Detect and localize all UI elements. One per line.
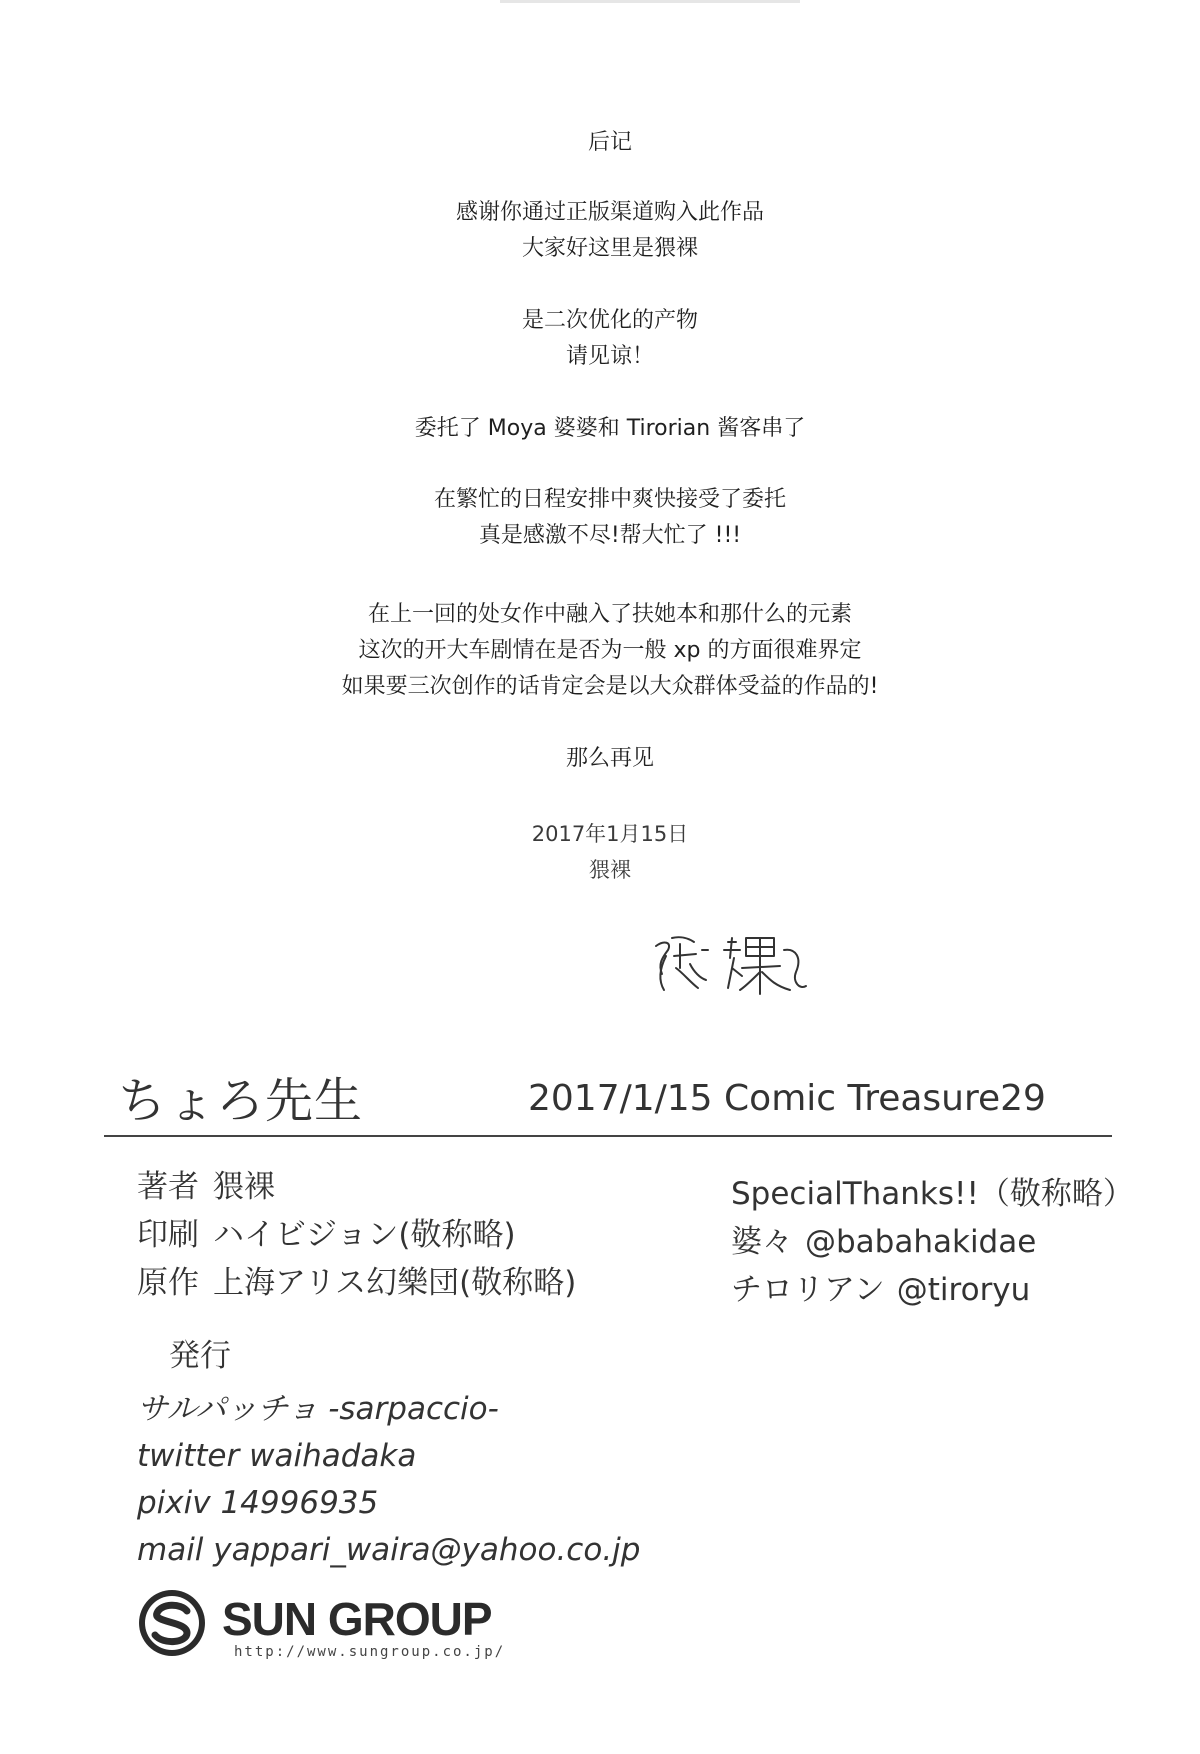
- publisher-mail: mail yappari_waira@yahoo.co.jp: [137, 1532, 641, 1568]
- afterword-line: 在上一回的处女作中融入了扶她本和那什么的元素: [367, 602, 852, 627]
- credit-label: 原作: [137, 1265, 199, 1301]
- afterword-line: 这次的开大车剧情在是否为一般 xp 的方面很难界定: [358, 638, 862, 663]
- handwritten-signature: [650, 928, 810, 998]
- afterword-line: 感谢你通过正版渠道购入此作品: [455, 200, 764, 225]
- colophon-credits: [137, 1163, 576, 1307]
- publisher-info: [137, 1332, 640, 1574]
- credit-row-original-work: [137, 1259, 576, 1307]
- afterword-line: 请见谅！: [565, 344, 654, 369]
- afterword-author: 猥裸: [589, 858, 631, 882]
- publisher-pixiv: pixiv 14996935: [137, 1485, 379, 1521]
- afterword-line: 大家好这里是猥裸: [521, 236, 698, 261]
- credit-value: ハイビジョン(敬称略): [213, 1217, 516, 1253]
- special-thanks: [731, 1170, 1134, 1314]
- afterword-line: 委托了 Moya 婆婆和 Tirorian 酱客串了: [414, 416, 806, 441]
- colophon-book-title: ちょろ先生: [118, 1073, 364, 1129]
- special-thanks-heading: SpecialThanks!!（敬称略）: [731, 1176, 1134, 1212]
- afterword-date: 2017年1月15日: [531, 822, 689, 846]
- top-edge-mark: [500, 0, 800, 3]
- credit-label: 印刷: [137, 1217, 199, 1253]
- afterword-closing: 那么再见: [565, 746, 654, 771]
- credit-value: 猥裸: [213, 1169, 275, 1205]
- publisher-circle-name: サルパッチョ -sarpaccio-: [137, 1391, 499, 1427]
- publisher-heading: 発行: [169, 1338, 231, 1374]
- colophon-divider: [104, 1135, 1112, 1137]
- afterword-line: 如果要三次创作的话肯定会是以大众群体受益的作品的!: [341, 674, 879, 699]
- afterword-line: 在繁忙的日程安排中爽快接受了委托: [433, 487, 786, 512]
- thanks-handle: @tiroryu: [896, 1272, 1031, 1308]
- sun-group-logo-text: SUN GROUP: [222, 1593, 492, 1645]
- thanks-handle: @babahakidae: [805, 1224, 1037, 1260]
- thanks-name: チロリアン: [731, 1272, 885, 1308]
- afterword-title: 后记: [587, 130, 632, 155]
- afterword-line: 真是感激不尽!帮大忙了 !!!: [478, 523, 742, 548]
- credit-row-author: [137, 1163, 576, 1211]
- thanks-entry: [731, 1218, 1134, 1266]
- colophon-event-date: 2017/1/15 Comic Treasure29: [528, 1078, 1046, 1119]
- sun-group-url: http://www.sungroup.co.jp/: [234, 1644, 506, 1660]
- afterword-line: 是二次优化的产物: [521, 308, 698, 333]
- credit-label: 著者: [137, 1169, 199, 1205]
- publisher-twitter: twitter waihadaka: [137, 1438, 417, 1474]
- thanks-entry: [731, 1266, 1134, 1314]
- credit-value: 上海アリス幻樂団(敬称略): [213, 1265, 577, 1301]
- credit-row-printing: [137, 1211, 576, 1259]
- thanks-name: 婆々: [731, 1224, 793, 1260]
